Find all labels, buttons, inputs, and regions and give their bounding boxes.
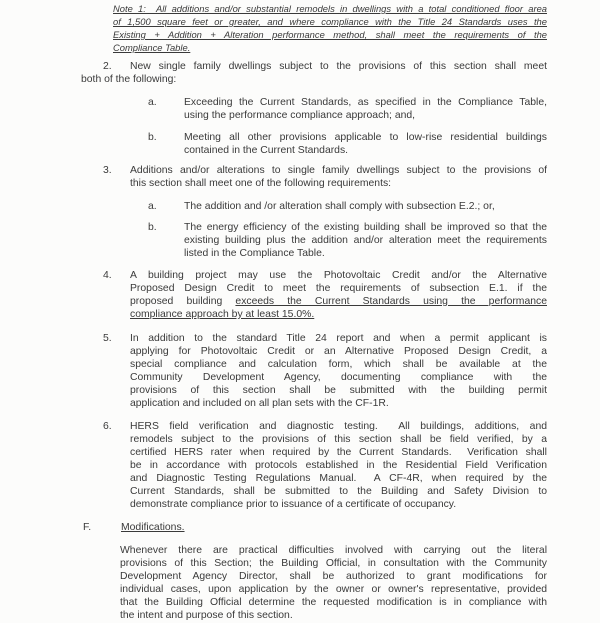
text-line: existing building plus the addition and/or alteration meet the requirements <box>184 235 547 246</box>
item-body <box>184 131 547 157</box>
list-item-2a <box>148 96 547 122</box>
section-f-heading <box>83 521 600 534</box>
text-line: special compliance and calculation form, which shall be available at the <box>130 359 547 370</box>
list-item-3a <box>148 200 547 213</box>
text-line: listed in the Compliance Table. <box>184 248 325 259</box>
text-line: the intent and purpose of this section. <box>120 610 293 621</box>
text-line: Additions and/or alterations to single family dwellings subject to the provisions of <box>130 165 547 176</box>
item-number: 3. <box>103 165 112 176</box>
item-body <box>130 420 547 511</box>
item-number: a. <box>148 201 157 212</box>
text-line: Proposed Design Credit to meet the requirements of subsection E.1. if the <box>130 283 547 294</box>
text-line: provisions of this section shall be submitted with the building permit <box>130 385 547 396</box>
text-line: compliance approach by at least 15.0%. <box>130 309 315 320</box>
text-line: both of the following: <box>81 74 177 85</box>
text-line: HERS field verification and diagnostic testing. All buildings, additions, and <box>130 421 547 432</box>
text-line: application and included on all plan sets with the CF-1R. <box>130 398 389 409</box>
text-line: individual cases, upon application by the owner or owner's representative, provided <box>120 584 547 595</box>
text-line: Whenever there are practical difficulties involved with carrying out the literal <box>120 545 547 556</box>
item-number: 2. <box>103 61 112 72</box>
text-line: Meeting all other provisions applicable to low-rise residential buildings <box>184 132 547 143</box>
text-line: Development Agency Director, shall be authorized to grant modifications for <box>120 571 547 582</box>
item-number: 6. <box>103 421 112 432</box>
item-number: 4. <box>103 270 112 281</box>
text-line: be in accordance with protocols established in the Residential Field Verification <box>130 460 547 471</box>
text-line: remodels subject to the provisions of this section shall be field verified, by a <box>130 434 547 445</box>
text-line: using the performance compliance approach; and, <box>184 110 416 121</box>
item-number: b. <box>148 222 157 233</box>
text-line: Note 1: All additions and/or substantial remodels in dwellings with a total conditioned floor area <box>113 3 547 14</box>
text-line: Current Standards, shall be submitted to the Building and Safety Division to <box>130 486 547 497</box>
item-body <box>130 332 547 410</box>
note-paragraph <box>113 2 547 54</box>
text-line: The addition and /or alteration shall comply with subsection E.2.; or, <box>184 201 495 212</box>
item-body <box>184 200 547 213</box>
text-line: Exceeding the Current Standards, as specified in the Compliance Table, <box>184 97 547 108</box>
text-line: of 1,500 square feet or greater, and where compliance with the Title 24 Standards uses the <box>113 16 547 27</box>
item-body <box>130 164 547 190</box>
item-number: b. <box>148 132 157 143</box>
text-line: In addition to the standard Title 24 report and when a permit applicant is <box>130 333 547 344</box>
text-line <box>81 60 547 73</box>
list-item-3 <box>103 164 547 190</box>
text-line: Existing + Addition + Alteration performance method, shall meet the requirements of the <box>113 29 547 40</box>
list-item-5 <box>103 332 547 410</box>
list-item-6 <box>103 420 547 511</box>
text-line: contained in the Current Standards. <box>184 145 349 156</box>
text-line: this section shall meet one of the following requirements: <box>130 178 392 189</box>
text-line: that the Building Official determine the requested modification is in compliance with <box>120 597 547 608</box>
text-line: Compliance Table. <box>113 42 191 53</box>
text-line: Community Development Agency, documenting compliance with the <box>130 372 547 383</box>
list-item-2 <box>81 60 547 86</box>
text-line: provisions of this Section; the Building Official, in consultation with the Community <box>120 558 547 569</box>
item-number: a. <box>148 97 157 108</box>
text-line: A building project may use the Photovoltaic Credit and/or the Alternative <box>130 270 547 281</box>
item-number: 5. <box>103 333 112 344</box>
section-letter: F. <box>83 522 92 533</box>
list-item-4 <box>103 269 547 321</box>
text-line: and Diagnostic Testing Regulations Manual. A CF-4R, when required by the <box>130 473 547 484</box>
text-line: demonstrate compliance prior to issuance of a certificate of occupancy. <box>130 499 457 510</box>
list-item-3b <box>148 221 547 260</box>
text-line: certified HERS rater when required by the Current Standards. Verification shall <box>130 447 547 458</box>
item-body <box>130 269 547 321</box>
list-item-2b <box>148 131 547 157</box>
section-title: Modifications. <box>121 522 185 533</box>
item-body <box>184 221 547 260</box>
text-line: proposed building exceeds the Current Standards using the performance <box>130 296 547 307</box>
closing-paragraph <box>120 544 547 622</box>
text-line: applying for Photovoltaic Credit or an Alternative Proposed Design Credit, a <box>130 346 547 357</box>
text-line: The energy efficiency of the existing building shall be improved so that the <box>184 222 547 233</box>
item-body: New single family dwellings subject to the provisions of this section shall meet <box>130 61 547 72</box>
item-body <box>184 96 547 122</box>
